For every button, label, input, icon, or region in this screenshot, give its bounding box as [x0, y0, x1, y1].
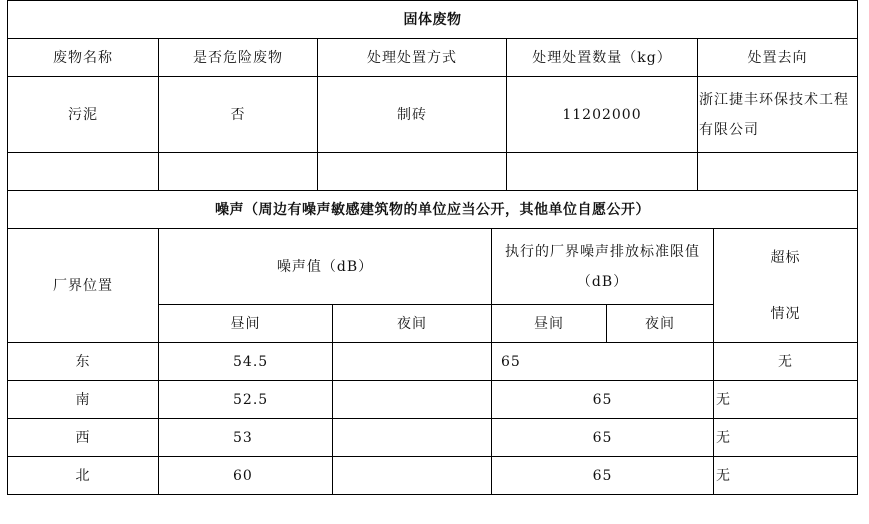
cell-disposal-destination: 浙江捷丰环保技术工程有限公司: [698, 77, 858, 153]
table-row: [8, 419, 858, 457]
cell-empty: [8, 153, 159, 191]
header-disposal-destination: 处置去向: [698, 39, 858, 77]
cell-standard: 65: [492, 343, 714, 381]
cell-exceed: 无: [714, 457, 858, 495]
cell-disposal-quantity: 11202000: [507, 77, 698, 153]
cell-hazardous: 否: [159, 77, 318, 153]
cell-standard: 65: [492, 381, 714, 419]
header-exceed-bottom: 情况: [770, 305, 801, 322]
header-waste-name: 废物名称: [8, 39, 159, 77]
header-noise-day: 昼间: [159, 305, 333, 343]
cell-day-value: 54.5: [159, 343, 333, 381]
cell-position: 北: [8, 457, 159, 495]
cell-empty: [318, 153, 507, 191]
table-row: [8, 77, 858, 153]
noise-title: 噪声（周边有噪声敏感建筑物的单位应当公开，其他单位自愿公开）: [8, 191, 858, 229]
header-hazardous: 是否危险废物: [159, 39, 318, 77]
cell-position: 东: [8, 343, 159, 381]
cell-night-value: [333, 457, 492, 495]
table-row: [8, 457, 858, 495]
cell-night-value: [333, 343, 492, 381]
header-noise-night: 夜间: [333, 305, 492, 343]
table-row: [8, 343, 858, 381]
report-sheet: [7, 0, 857, 495]
cell-position: 南: [8, 381, 159, 419]
header-standard-day: 昼间: [492, 305, 607, 343]
cell-day-value: 53: [159, 419, 333, 457]
noise-table: [7, 190, 858, 495]
header-standard-limit: 执行的厂界噪声排放标准限值（dB）: [492, 229, 714, 305]
header-exceed: [714, 229, 858, 343]
cell-empty: [159, 153, 318, 191]
table-row: [8, 381, 858, 419]
header-exceed-top: 超标: [770, 249, 801, 266]
cell-day-value: 52.5: [159, 381, 333, 419]
solid-waste-header-row: [8, 39, 858, 77]
header-boundary-position: 厂界位置: [8, 229, 159, 343]
cell-disposal-method: 制砖: [318, 77, 507, 153]
cell-night-value: [333, 419, 492, 457]
header-standard-night: 夜间: [607, 305, 714, 343]
cell-day-value: 60: [159, 457, 333, 495]
header-disposal-method: 处理处置方式: [318, 39, 507, 77]
cell-position: 西: [8, 419, 159, 457]
cell-exceed: 无: [714, 343, 858, 381]
solid-waste-table: [7, 0, 858, 191]
cell-standard: 65: [492, 457, 714, 495]
cell-exceed: 无: [714, 419, 858, 457]
header-noise-value: 噪声值（dB）: [159, 229, 492, 305]
cell-empty: [698, 153, 858, 191]
cell-empty: [507, 153, 698, 191]
solid-waste-title: 固体废物: [8, 1, 858, 39]
table-row: [8, 153, 858, 191]
cell-waste-name: 污泥: [8, 77, 159, 153]
cell-night-value: [333, 381, 492, 419]
cell-exceed: 无: [714, 381, 858, 419]
header-disposal-quantity: 处理处置数量（kg）: [507, 39, 698, 77]
cell-standard: 65: [492, 419, 714, 457]
